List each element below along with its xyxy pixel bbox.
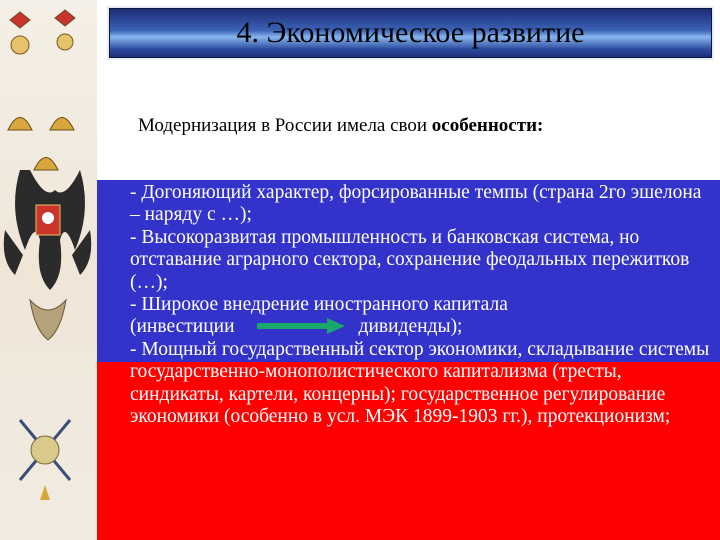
dividends-label: дивиденды);	[358, 316, 463, 338]
page-title: 4. Экономическое развитие	[236, 16, 585, 49]
title-bar	[107, 6, 714, 60]
features-list	[130, 182, 710, 428]
investments-label: (инвестиции	[130, 316, 235, 338]
list-item: - Высокоразвитая промышленность и банковская система, но отставание аграрного сектора, сохранение феодальных пережитков (…);	[130, 226, 690, 293]
intro-line	[138, 115, 543, 137]
list-item: - Мощный государственный сектор экономики, складывание системы государственно-монополистического капитализма (тресты, синдикаты, картели, концерны); государственное регулирование экономики (особенно в усл. МЭК 1899-1903 гг.), протекционизм;	[130, 338, 710, 428]
list-item	[130, 316, 710, 338]
intro-text: Модернизация в России имела свои	[138, 115, 432, 136]
imperial-eagle-emblem-icon	[0, 0, 97, 540]
right-arrow-icon	[257, 318, 345, 334]
list-item: - Догоняющий характер, форсированные темпы (страна 2го эшелона – наряду с …);	[130, 182, 702, 226]
intro-bold: особенности:	[431, 115, 544, 136]
left-emblem-strip	[0, 0, 97, 540]
list-item: - Широкое внедрение иностранного капитала	[130, 294, 508, 316]
